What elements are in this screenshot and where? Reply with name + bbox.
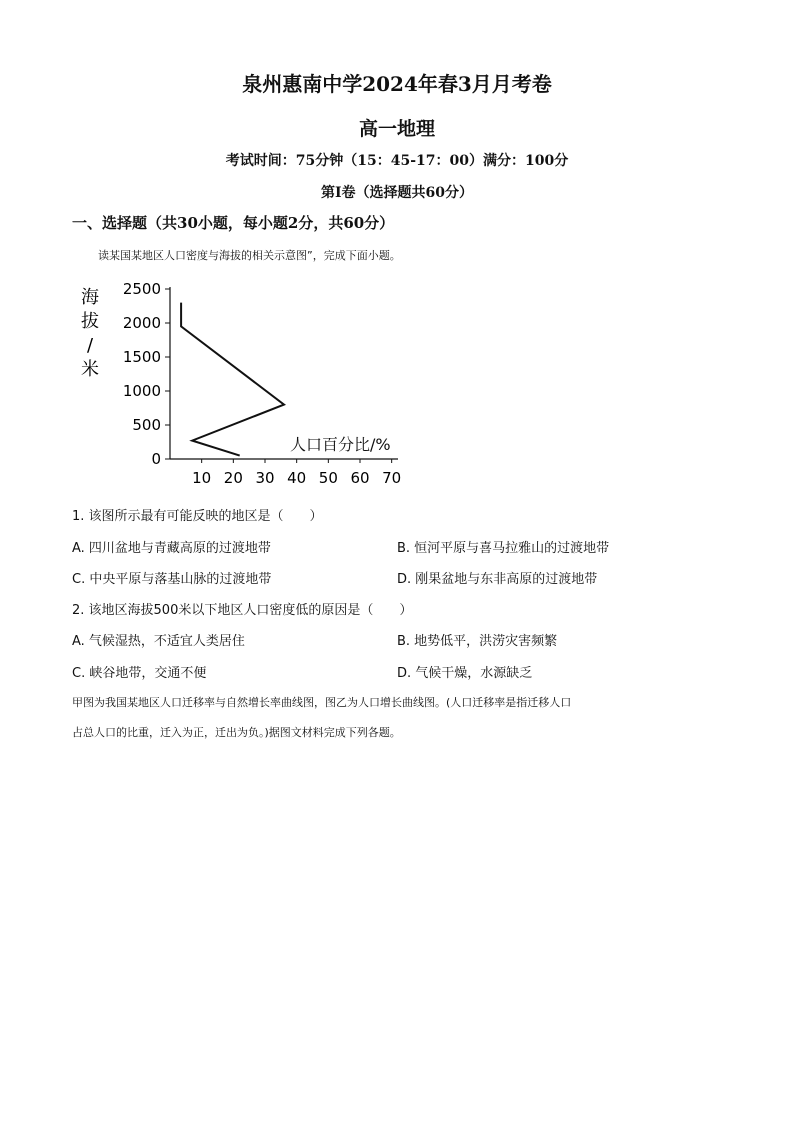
q2-option-c[interactable]: C. 峡谷地带，交通不便 bbox=[72, 666, 207, 681]
y-tick-label: 500 bbox=[132, 416, 161, 434]
x-tick-label: 40 bbox=[287, 469, 307, 487]
q2-option-a[interactable]: A. 气候湿热，不适宜人类居住 bbox=[72, 634, 245, 649]
q1-option-c[interactable]: C. 中央平原与落基山脉的过渡地带 bbox=[72, 572, 272, 587]
question-intro: 读某国某地区人口密度与海拔的相关示意图”，完成下面小题。 bbox=[98, 249, 401, 262]
q2-option-d[interactable]: D. 气候干燥，水源缺乏 bbox=[397, 666, 533, 681]
question-1: 1. 该图所示最有可能反映的地区是（ ） bbox=[72, 509, 323, 524]
exam-title: 泉州惠南中学2024年春3月月考卷 bbox=[242, 72, 552, 96]
subject-title: 高一地理 bbox=[358, 118, 435, 140]
y-axis-label bbox=[81, 287, 99, 380]
x-tick-label: 10 bbox=[192, 469, 212, 487]
x-tick-label: 30 bbox=[255, 469, 275, 487]
y-axis-label-char: 米 bbox=[81, 359, 99, 380]
volume-heading: 第Ⅰ卷（选择题共60分） bbox=[320, 185, 474, 201]
y-tick-label: 2000 bbox=[122, 314, 161, 332]
x-tick-label: 60 bbox=[350, 469, 370, 487]
y-tick-label: 0 bbox=[151, 450, 161, 468]
q1-option-b[interactable]: B. 恒河平原与喜马拉雅山的过渡地带 bbox=[397, 541, 610, 556]
section-heading: 一、选择题（共30小题，每小题2分，共60分） bbox=[72, 214, 395, 232]
y-axis-label-char: / bbox=[86, 335, 94, 356]
x-axis-label: 人口百分比/% bbox=[290, 435, 391, 454]
y-tick-label: 2500 bbox=[122, 280, 161, 298]
q2-option-b[interactable]: B. 地势低平，洪涝灾害频繁 bbox=[397, 634, 558, 649]
series-line bbox=[181, 303, 284, 456]
next-intro-line-2: 占总人口的比重，迁入为正，迁出为负。)据图文材料完成下列各题。 bbox=[72, 726, 401, 739]
x-ticks bbox=[192, 459, 401, 487]
q1-option-a[interactable]: A. 四川盆地与青藏高原的过渡地带 bbox=[72, 541, 271, 556]
population-altitude-chart bbox=[70, 275, 410, 490]
next-intro-line-1: 甲图为我国某地区人口迁移率与自然增长率曲线图，图乙为人口增长曲线图。(人口迁移率是指迁移人口 bbox=[72, 696, 572, 709]
q1-option-d[interactable]: D. 刚果盆地与东非高原的过渡地带 bbox=[397, 572, 598, 587]
y-ticks bbox=[123, 280, 170, 468]
y-axis-label-char: 拔 bbox=[81, 311, 99, 332]
y-axis-label-char: 海 bbox=[81, 287, 99, 308]
y-tick-label: 1000 bbox=[122, 382, 161, 400]
question-2: 2. 该地区海拔500米以下地区人口密度低的原因是（ ） bbox=[72, 603, 413, 618]
x-tick-label: 50 bbox=[318, 469, 338, 487]
y-tick-label: 1500 bbox=[122, 348, 161, 366]
x-tick-label: 70 bbox=[382, 469, 402, 487]
x-tick-label: 20 bbox=[223, 469, 243, 487]
exam-info: 考试时间：75分钟（15：45-17：00）满分：100分 bbox=[225, 153, 569, 169]
